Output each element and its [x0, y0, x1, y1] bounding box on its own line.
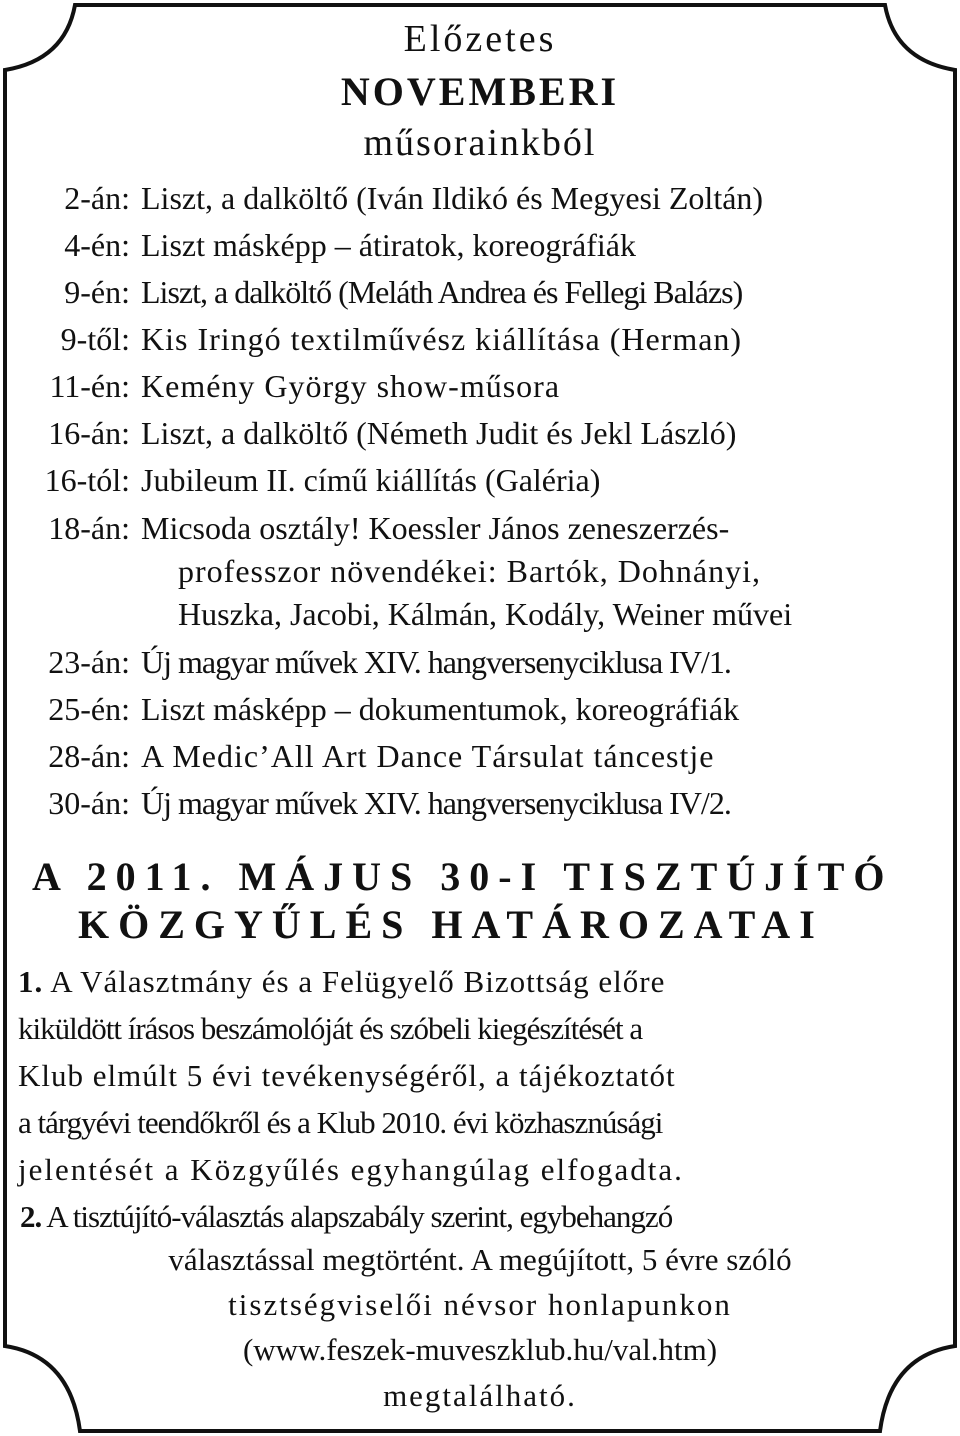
schedule-event: Liszt, a dalköltő (Németh Judit és Jekl László) — [141, 415, 737, 451]
schedule-event: Új magyar művek XIV. hangversenyciklusa IV/2. — [141, 785, 731, 821]
schedule-date: 25-én: — [48, 691, 130, 727]
section-title-line-1: A 2011. MÁJUS 30-I TISZTÚJÍTÓ — [32, 854, 894, 899]
resolution-text: kiküldött írásos beszámolóját és szóbeli kiegészítését a — [18, 1011, 643, 1046]
schedule-date: 2-án: — [64, 180, 130, 216]
resolution-text: Klub elmúlt 5 évi tevékenységéről, a tájékoztatót — [18, 1058, 676, 1093]
schedule-event: Új magyar művek XIV. hangversenyciklusa IV/1. — [141, 644, 731, 680]
schedule-event: Jubileum II. című kiállítás (Galéria) — [141, 462, 601, 498]
schedule-event-continued: Huszka, Jacobi, Kálmán, Kodály, Weiner művei — [178, 596, 793, 632]
resolution-text: A tisztújító-választás alapszabály szerint, egybehangzó — [46, 1199, 673, 1234]
schedule-date: 4-én: — [64, 227, 130, 263]
schedule-date: 11-én: — [49, 368, 130, 404]
schedule-event: Liszt másképp – átiratok, koreográfiák — [141, 227, 636, 263]
schedule-event: Kemény György show-műsora — [141, 368, 561, 404]
schedule-date: 16-tól: — [44, 462, 130, 498]
schedule-date: 9-én: — [64, 274, 130, 310]
header-title: NOVEMBERI — [340, 69, 620, 114]
header-line-1: Előzetes — [403, 18, 557, 60]
schedule-event-continued: professzor növendékei: Bartók, Dohnányi, — [178, 553, 761, 589]
resolution-text: A Választmány és a Felügyelő Bizottság előre — [50, 964, 666, 999]
resolution-number: 1. — [18, 964, 44, 999]
resolution-text: jelentését a Közgyűlés egyhangúlag elfogadta. — [18, 1152, 684, 1187]
schedule-date: 18-án: — [48, 510, 130, 546]
schedule-date: 30-án: — [48, 785, 130, 821]
resolution-number: 2. — [20, 1199, 42, 1234]
resolution-text: megtalálható. — [383, 1378, 577, 1413]
schedule-event: Micsoda osztály! Koessler János zeneszerzés- — [141, 510, 730, 546]
schedule-event: Liszt, a dalköltő (Iván Ildikó és Megyesi Zoltán) — [141, 180, 764, 216]
schedule-date: 16-án: — [48, 415, 130, 451]
schedule-event: A Medic’All Art Dance Társulat táncestje — [141, 738, 715, 774]
schedule-date: 28-án: — [48, 738, 130, 774]
resolution-text: választással megtörtént. A megújított, 5 évre szóló — [168, 1242, 792, 1277]
schedule-event: Liszt másképp – dokumentumok, koreográfiák — [141, 691, 740, 727]
resolution-text: tisztségviselői névsor honlapunkon — [228, 1287, 732, 1322]
schedule-event: Liszt, a dalköltő (Meláth Andrea és Fellegi Balázs) — [141, 274, 743, 310]
resolution-link-text: (www.feszek-muveszklub.hu/val.htm) — [242, 1332, 718, 1367]
schedule-date: 9-től: — [60, 321, 130, 357]
header-line-3: műsorainkból — [363, 122, 597, 164]
resolution-text: a tárgyévi teendőkről és a Klub 2010. évi közhasznúsági — [18, 1105, 663, 1140]
schedule-event: Kis Iringó textilművész kiállítása (Herman) — [141, 321, 743, 357]
schedule-date: 23-án: — [48, 644, 130, 680]
section-title-line-2: KÖZGYŰLÉS HATÁROZATAI — [78, 902, 824, 947]
